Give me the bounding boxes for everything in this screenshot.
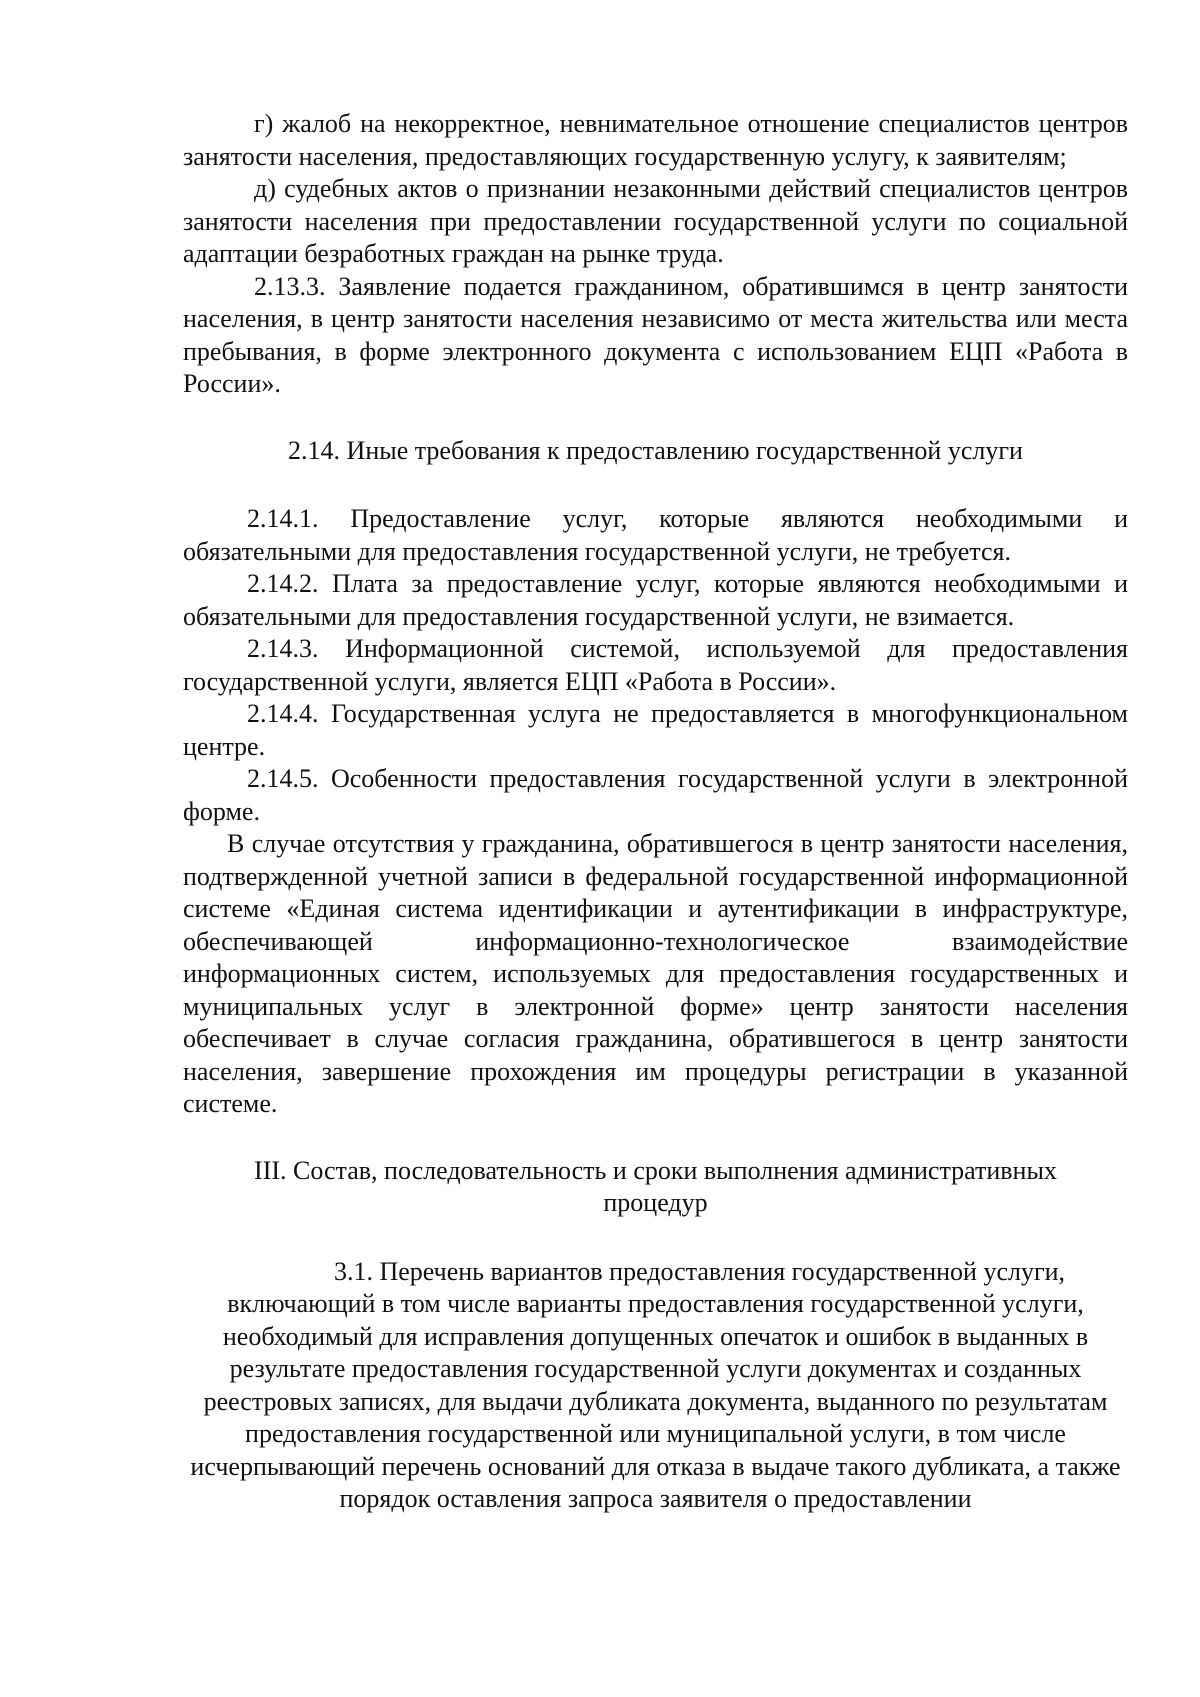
spacer [183, 401, 1128, 435]
paragraph-d: д) судебных актов о признании незаконными действий специалистов центров занятости населения при предоставлении государственной услуги по социальной адаптации безработных граждан на рынке труда. [183, 174, 1128, 268]
section-title-3-line2: процедур [603, 1188, 708, 1217]
item-3-1-text: включающий в том числе варианты предоставления государственной услуги, необходимый для исправления допущенных опечаток и ошибок в выданных в результате предоставления государственной услуги документах и созданных реестровых записях, для выдачи дубликата документа, выданного по результатам предоставления государственной или муниципальной услуги, в том числе исчерпывающий перечень оснований для отказа в выдаче такого дубликата, а также порядок оставления запроса заявителя о предоставлении [190, 1289, 1121, 1513]
paragraph-2-14-1: 2.14.1. Предоставление услуг, которые являются необходимыми и обязательными для предоставления государственной услуги, не требуется. [183, 504, 1128, 566]
paragraph-esia: В случае отсутствия у гражданина, обратившегося в центр занятости населения, подтвержденной учетной записи в федеральной государственной информационной системе «Единая система идентификации и аутентификации в инфраструктуре, обеспечивающей информационно-технологическое взаимодействие информационных систем, используемых для предоставления государственных и муниципальных услуг в электронной форме» центр занятости населения обеспечивает в случае согласия гражданина, обратившегося в центр занятости населения, завершение прохождения им процедуры регистрации в указанной системе. [183, 829, 1128, 1118]
section-title-3-line1: III. Состав, последовательность и сроки выполнения административных [254, 1155, 1057, 1185]
paragraph-g: г) жалоб на некорректное, невнимательное отношение специалистов центров занятости населения, предоставляющих государственную услугу, к заявителям; [183, 109, 1128, 171]
spacer [183, 1220, 1128, 1256]
paragraph-2-13-3: 2.13.3. Заявление подается гражданином, обратившимся в центр занятости населения, в центр занятости населения независимо от места жительства или места пребывания, в форме электронного документа с использованием ЕЦП «Работа в России». [183, 271, 1128, 398]
document-body [183, 108, 1128, 1516]
paragraph-2-14-5: 2.14.5. Особенности предоставления государственной услуги в электронной форме. [183, 764, 1128, 826]
section-heading-2-14: 2.14. Иные требования к предоставлению государственной услуги [288, 435, 1023, 465]
paragraph-2-14-4: 2.14.4. Государственная услуга не предоставляется в многофункциональном центре. [183, 699, 1128, 761]
spacer [183, 1121, 1128, 1155]
item-3-1-heading: 3.1. Перечень вариантов предоставления государственной услуги, [333, 1256, 1066, 1286]
spacer [183, 467, 1128, 503]
paragraph-2-14-2: 2.14.2. Плата за предоставление услуг, которые являются необходимыми и обязательными для предоставления государственной услуги, не взимается. [183, 569, 1128, 631]
paragraph-2-14-3: 2.14.3. Информационной системой, используемой для предоставления государственной услуги, является ЕЦП «Работа в России». [183, 634, 1128, 696]
